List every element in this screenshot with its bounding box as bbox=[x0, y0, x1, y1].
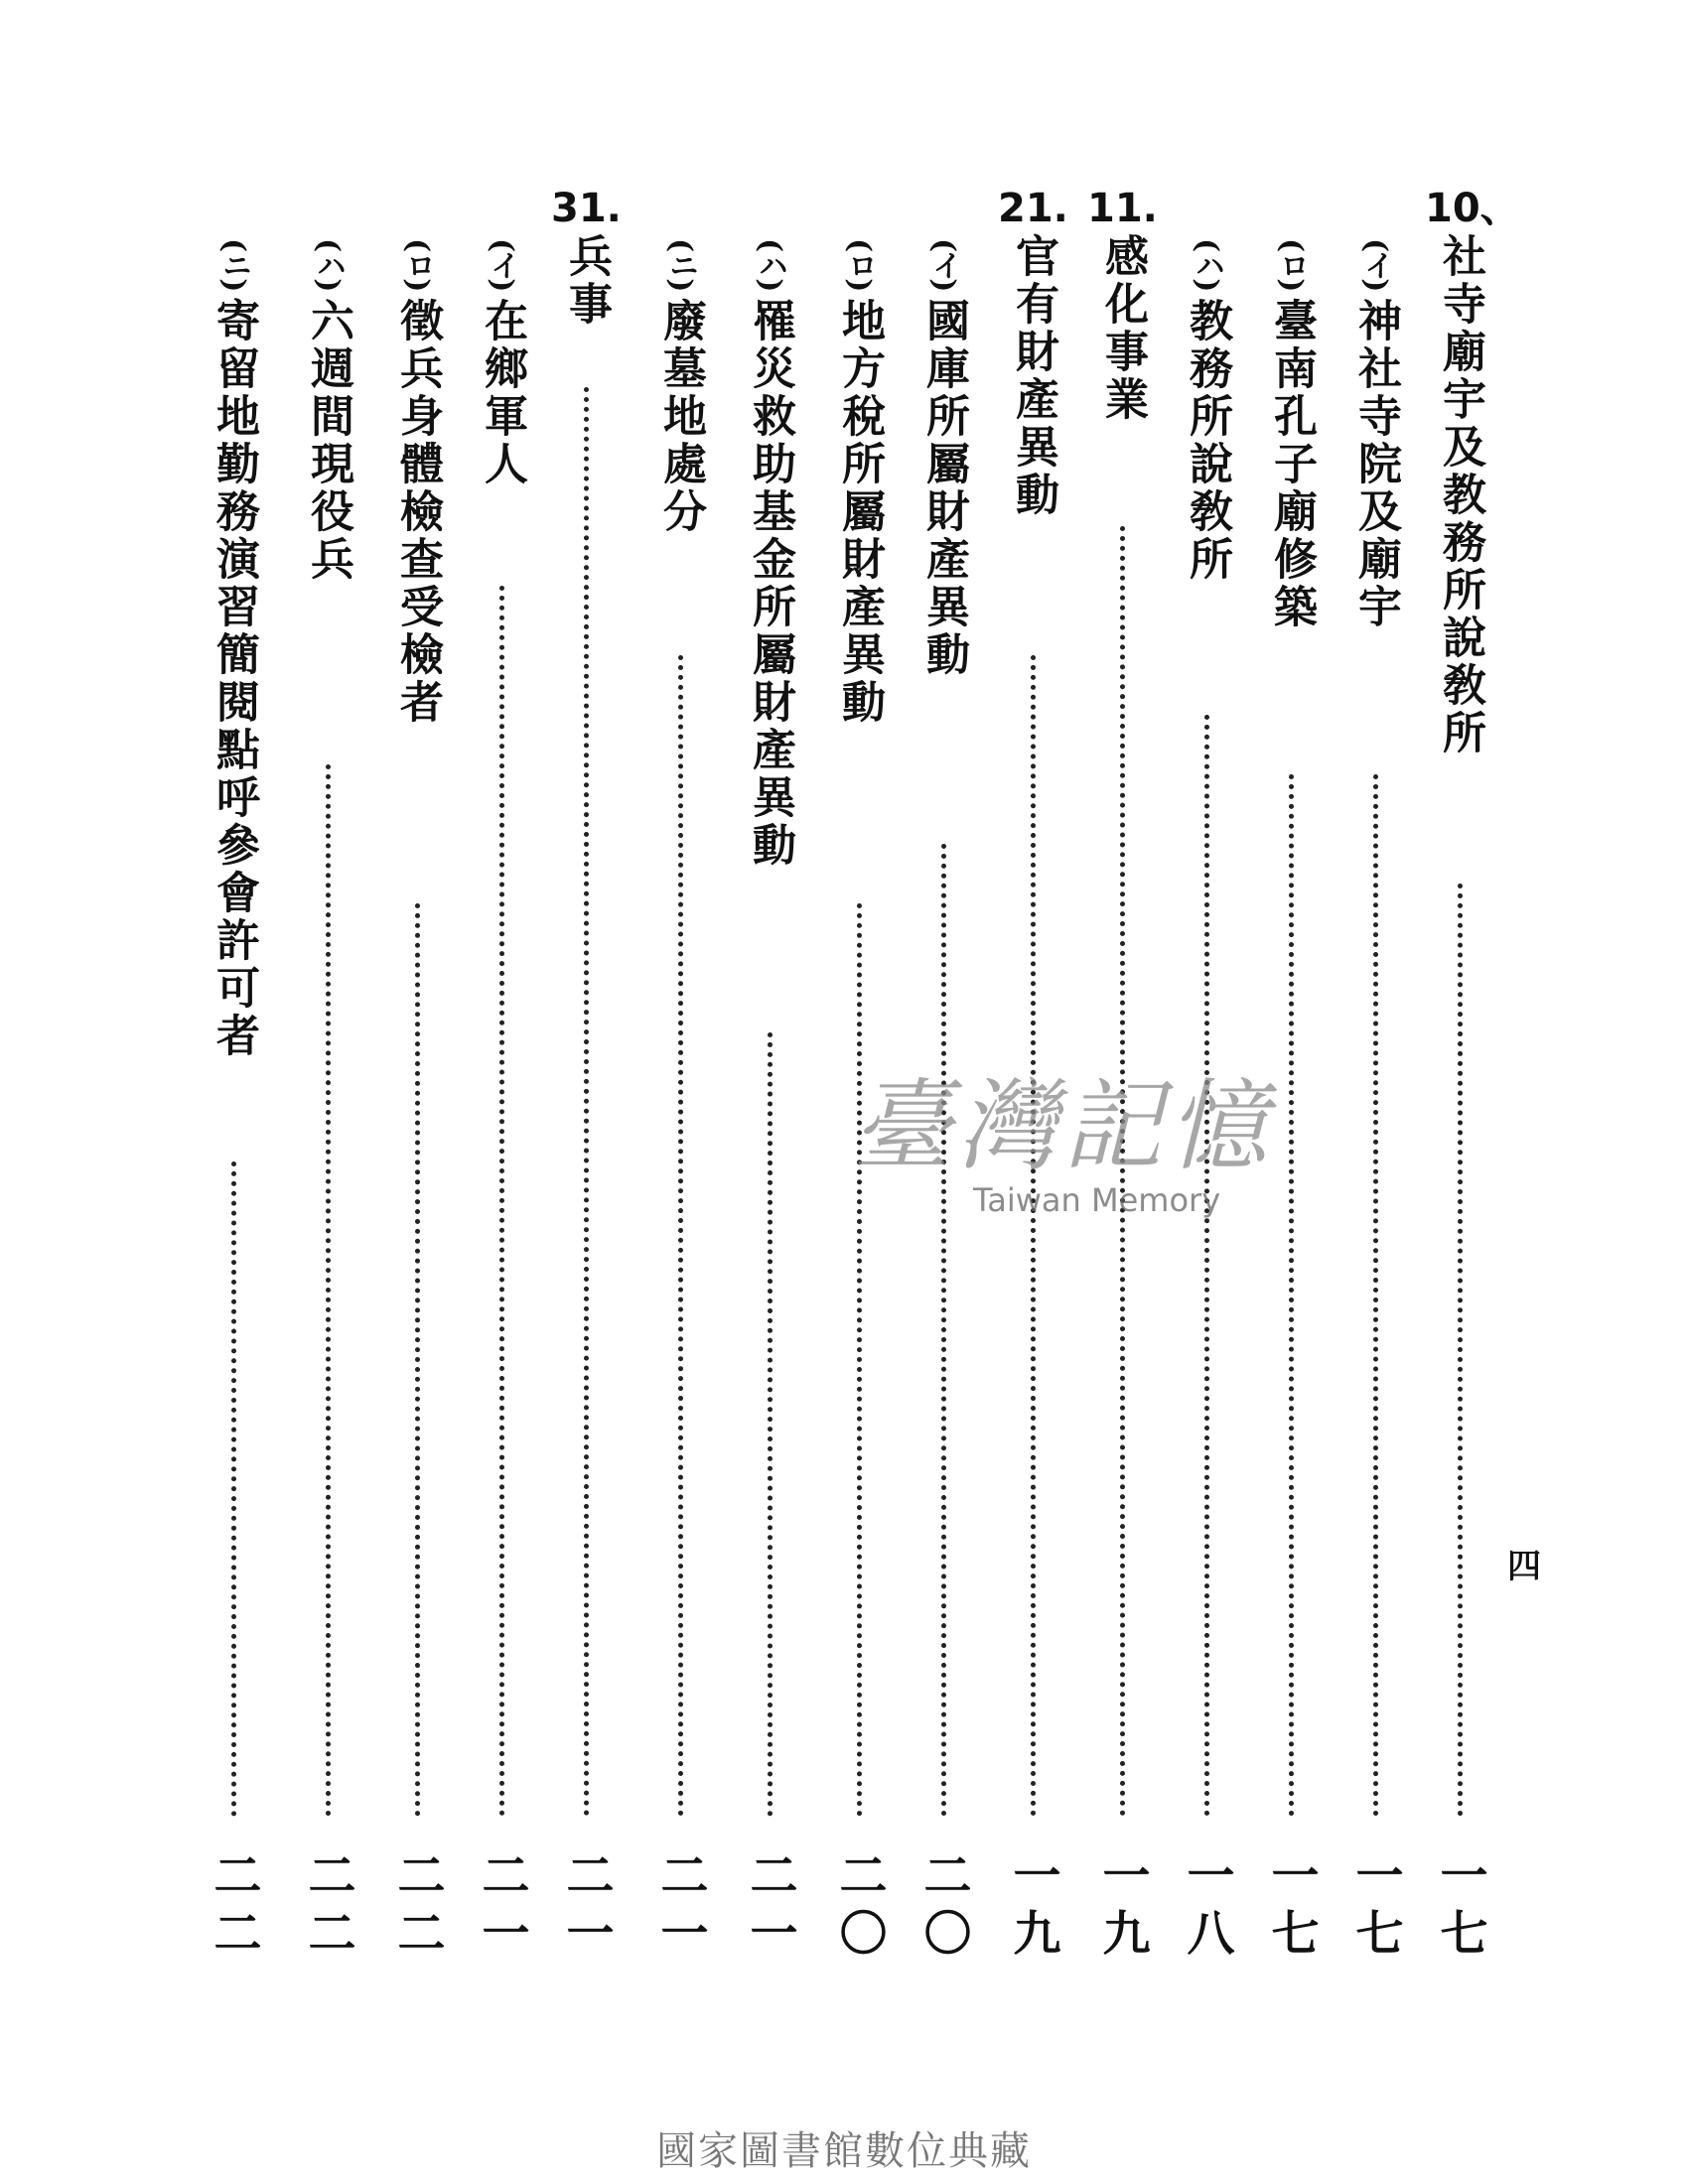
dot-leader bbox=[326, 764, 331, 1817]
subsection-mark: (イ) bbox=[485, 238, 519, 291]
dot-leader bbox=[1458, 884, 1463, 1817]
page-number: 一九 bbox=[1005, 1850, 1060, 1966]
page-number: 二〇 bbox=[831, 1850, 887, 1966]
subsection-mark: (ロ) bbox=[400, 238, 435, 291]
subsection-mark: (イ) bbox=[1358, 238, 1393, 291]
toc-entry bbox=[467, 189, 536, 1966]
entry-title: 兵事 bbox=[561, 233, 612, 329]
section-number: 11. bbox=[1087, 186, 1158, 231]
dot-leader bbox=[768, 1032, 773, 1817]
page-number: 一八 bbox=[1179, 1850, 1234, 1966]
dot-leader bbox=[941, 844, 946, 1817]
entry-title: 罹災救助基金所屬財產異動 bbox=[745, 298, 795, 870]
dot-leader bbox=[1373, 774, 1378, 1817]
folio-number: 四 bbox=[1507, 1547, 1541, 1586]
page-number: 二一 bbox=[558, 1850, 614, 1966]
subsection-mark: (ニ) bbox=[216, 238, 251, 291]
subsection-mark: (ハ) bbox=[1190, 238, 1224, 291]
page-number: 一九 bbox=[1094, 1850, 1150, 1966]
entry-title: 廢墓地處分 bbox=[655, 298, 706, 536]
section-number: 21. bbox=[998, 186, 1068, 231]
subsection-mark: (ニ) bbox=[663, 238, 698, 291]
toc-entry bbox=[293, 189, 362, 1966]
dot-leader bbox=[231, 1161, 236, 1817]
entry-title: 在鄉軍人 bbox=[477, 298, 527, 488]
subsection-mark: (ハ) bbox=[311, 238, 346, 291]
entry-title: 六週間現役兵 bbox=[303, 298, 353, 584]
page-number: 二一 bbox=[652, 1850, 708, 1966]
page-number: 二一 bbox=[474, 1850, 529, 1966]
watermark-subtitle: Taiwan Memory bbox=[973, 1181, 1221, 1219]
dot-leader bbox=[584, 387, 589, 1817]
entry-title: 神社寺院及廟宇 bbox=[1350, 298, 1401, 631]
dot-leader bbox=[857, 903, 862, 1817]
entry-title: 寄留地勤務演習簡閱點呼參會許可者 bbox=[209, 298, 259, 1060]
page-number: 二二 bbox=[389, 1850, 445, 1966]
subsection-mark: (ロ) bbox=[842, 238, 877, 291]
entry-title: 社寺廟宇及教務所說敎所 bbox=[1435, 233, 1485, 757]
subsection-mark: (ハ) bbox=[753, 238, 787, 291]
dot-leader bbox=[499, 586, 504, 1817]
toc-entry bbox=[551, 186, 622, 1966]
page-number: 二〇 bbox=[915, 1850, 971, 1966]
watermark bbox=[824, 1068, 1301, 1219]
dot-leader bbox=[1031, 655, 1036, 1817]
toc-entry bbox=[645, 189, 715, 1966]
entry-title: 官有財產異動 bbox=[1008, 233, 1058, 519]
footer-credit: 國家圖書館數位典藏 bbox=[656, 2128, 1032, 2174]
page-number: 二二 bbox=[206, 1850, 261, 1966]
entry-title: 教務所說敎所 bbox=[1182, 298, 1232, 584]
page-number: 一七 bbox=[1432, 1850, 1487, 1966]
toc-entry bbox=[1340, 189, 1410, 1966]
section-number: 31. bbox=[551, 186, 622, 231]
toc-entry bbox=[735, 189, 804, 1966]
subsection-mark: (ロ) bbox=[1274, 238, 1309, 291]
dot-leader bbox=[415, 903, 420, 1817]
entry-title: 徵兵身體檢查受檢者 bbox=[392, 298, 443, 727]
toc-entry bbox=[382, 189, 452, 1966]
entry-title: 地方稅所屬財產異動 bbox=[834, 298, 885, 727]
toc-entry bbox=[199, 189, 268, 1966]
page-number: 一七 bbox=[1263, 1850, 1319, 1966]
page-number: 一七 bbox=[1347, 1850, 1403, 1966]
dot-leader bbox=[1289, 774, 1294, 1817]
subsection-mark: (イ) bbox=[926, 238, 961, 291]
dot-leader bbox=[1204, 715, 1209, 1817]
watermark-title: 臺灣記憶 bbox=[852, 1068, 1273, 1184]
dot-leader bbox=[678, 655, 683, 1817]
toc-entry bbox=[1425, 186, 1520, 1966]
page-number: 二二 bbox=[300, 1850, 355, 1966]
section-number: 10、 bbox=[1425, 186, 1520, 231]
page-number: 二一 bbox=[742, 1850, 797, 1966]
entry-title: 國庫所屬財產異動 bbox=[918, 298, 969, 679]
entry-title: 臺南孔子廟修築 bbox=[1266, 298, 1317, 631]
entry-title: 感化事業 bbox=[1097, 233, 1148, 424]
